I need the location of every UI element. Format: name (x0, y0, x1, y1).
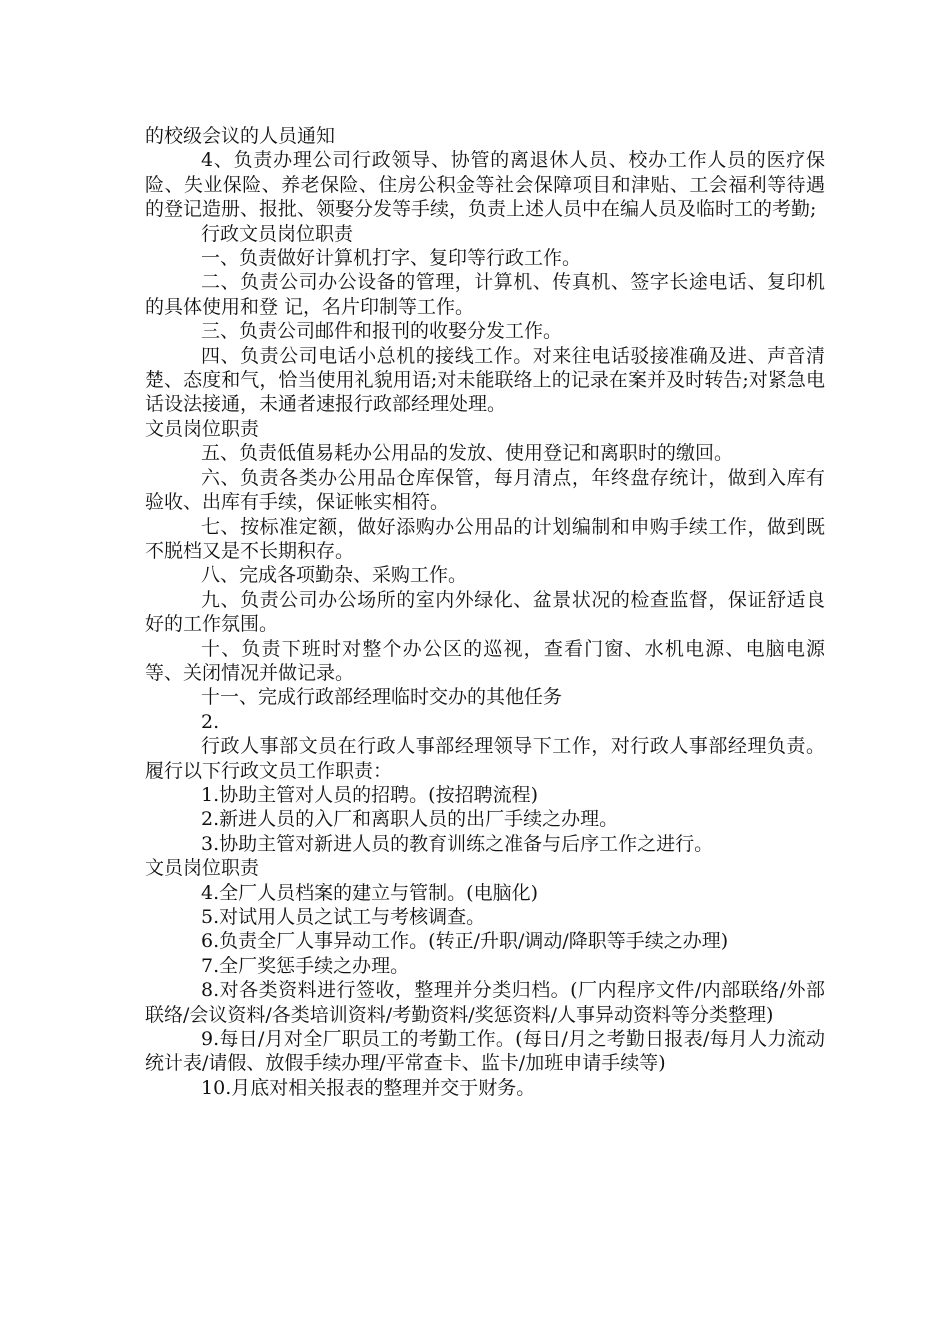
paragraph: 一、负责做好计算机打字、复印等行政工作。 (201, 247, 582, 270)
paragraph: 十一、完成行政部经理临时交办的其他任务 (201, 686, 563, 709)
paragraph: 九、负责公司办公场所的室内外绿化、盆景状况的检查监督，保证舒适良好的工作氛围。 (145, 588, 825, 636)
section-number: 2. (201, 710, 220, 733)
list-item: 4.全厂人员档案的建立与管制。(电脑化) (201, 881, 539, 904)
list-item: 5.对试用人员之试工与考核调查。 (201, 906, 486, 928)
paragraph: 十、负责下班时对整个办公区的巡视，查看门窗、水机电源、电脑电源等、关闭情况并做记录。 (145, 637, 825, 684)
list-item: 7.全厂奖惩手续之办理。 (201, 954, 410, 977)
paragraph: 四、负责公司电话小总机的接线工作。对来往电话驳接准确及进、声音清楚、态度和气，恰当使用礼貌用语;对未能联络上的记录在案并及时转告;对紧急电话设法接通，未通者速报行政部经理处理。 (145, 344, 825, 416)
list-item: 3.协助主管对新进人员的教育训练之准备与后序工作之进行。 (201, 832, 714, 855)
list-item: 8.对各类资料进行签收，整理并分类归档。(厂内程序文件/内部联络/外部联络/会议资料/各类培训资料/考勤资料/奖惩资料/人事异动资料等分类整理) (145, 979, 825, 1026)
paragraph: 七、按标准定额，做好添购办公用品的计划编制和申购手续工作，做到既不脱档又是不长期积存。 (145, 515, 825, 562)
section-heading: 行政文员岗位职责 (201, 222, 354, 245)
list-item: 6.负责全厂人事异动工作。(转正/升职/调动/降职等手续之办理) (201, 930, 729, 953)
paragraph: 五、负责低值易耗办公用品的发放、使用登记和离职时的缴回。 (201, 442, 734, 465)
paragraph: 六、负责各类办公用品仓库保管，每月清点，年终盘存统计，做到入库有验收、出库有手续，保证帐实相符。 (145, 466, 825, 514)
paragraph: 二、负责公司办公设备的管理，计算机、传真机、签字长途电话、复印机的具体使用和登 记，名片印制等工作。 (145, 271, 825, 318)
list-item: 1.协助主管对人员的招聘。(按招聘流程) (201, 783, 539, 806)
paragraph: 三、负责公司邮件和报刊的收娶分发工作。 (201, 320, 563, 343)
paragraph: 行政人事部文员在行政人事部经理领导下工作，对行政人事部经理负责。履行以下行政文员工作职责： (145, 735, 825, 782)
paragraph: 的校级会议的人员通知 (145, 125, 336, 147)
list-item: 9.每日/月对全厂职员工的考勤工作。(每日/月之考勤日报表/每月人力流动统计表/请假、放假手续办理/平常查卡、监卡/加班申请手续等) (145, 1028, 825, 1075)
paragraph: 八、完成各项勤杂、采购工作。 (201, 564, 468, 587)
paragraph: 4、负责办理公司行政领导、协管的离退休人员、校办工作人员的医疗保险、失业保险、养老保险、住房公积金等社会保障项目和津贴、工会福利等待遇的登记造册、报批、领娶分发等手续，负责上述人员中在编人员及临时工的考勤; (145, 149, 825, 221)
document-body (145, 124, 825, 1100)
list-item: 2.新进人员的入厂和离职人员的出厂手续之办理。 (201, 808, 619, 831)
section-heading: 文员岗位职责 (145, 857, 260, 880)
section-heading: 文员岗位职责 (145, 417, 260, 440)
list-item: 10.月底对相关报表的整理并交于财务。 (201, 1076, 536, 1099)
